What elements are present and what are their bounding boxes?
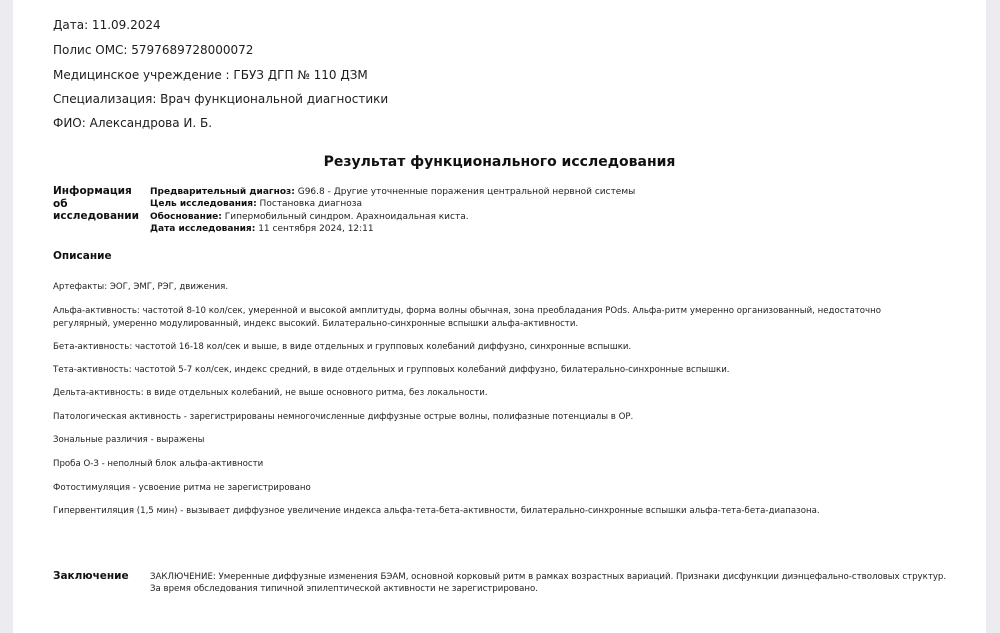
- info-key: Цель исследования:: [150, 199, 257, 210]
- info-body: [150, 186, 635, 235]
- description-paragraph: Альфа-активность: частотой 8-10 кол/сек, умеренной и высокой амплитуды, форма волны обычная, зона преобладания POds. Альфа-ритм умеренно организованный, недостаточно регулярный, умеренно модулированный, индекс высокий. Билатерально-синхронные вспышки альфа-активности.: [53, 306, 881, 329]
- info-value: G96.8 - Другие уточненные поражения центральной нервной системы: [297, 187, 636, 197]
- institution-line: Медицинское учреждение : ГБУЗ ДГП № 110 ДЗМ: [53, 68, 368, 82]
- info-value: Гипермобильный синдром. Арахноидальная киста.: [224, 211, 469, 222]
- description-paragraph: Бета-активность: частотой 16-18 кол/сек и выше, в виде отдельных и групповых колебаний диффузно, синхронные вспышки.: [53, 342, 632, 352]
- conclusion-line: За время обследования типичной эпилептической активности не зарегистрировано.: [150, 584, 539, 594]
- description-paragraph: Дельта-активность: в виде отдельных колебаний, не выше основного ритма, без локальности.: [53, 388, 488, 398]
- info-row-date: [150, 223, 635, 235]
- specialization-line: Специализация: Врач функциональной диагностики: [53, 92, 389, 106]
- description-paragraph: Гипервентиляция (1,5 мин) - вызывает диффузное увеличение индекса альфа-тета-бета-активности, билатерально-синхронные вспышки альфа-тета-бета-диапазона.: [53, 506, 820, 516]
- conclusion-line: ЗАКЛЮЧЕНИЕ: Умеренные диффузные изменения БЭАМ, основной корковый ритм в рамках возрастных вариаций. Признаки дисфункции диэнцефально-стволовых структур.: [150, 572, 947, 582]
- document-page: [13, 0, 986, 633]
- description-paragraph: Артефакты: ЭОГ, ЭМГ, РЭГ, движения.: [53, 282, 229, 292]
- date-line: Дата: 11.09.2024: [53, 18, 161, 32]
- info-row-goal: [150, 198, 635, 210]
- info-key: Дата исследования:: [150, 223, 256, 234]
- info-row-reason: [150, 211, 635, 223]
- description-paragraph: Фотостимуляция - усвоение ритма не зарегистрировано: [53, 483, 311, 493]
- info-value: 11 сентября 2024, 12:11: [258, 223, 374, 234]
- page-title: Результат функционального исследования: [323, 154, 676, 170]
- conclusion-label: Заключение: [53, 570, 129, 582]
- description-paragraph: Зональные различия - выражены: [53, 435, 205, 445]
- description-paragraph: Патологическая активность - зарегистрированы немногочисленные диффузные острые волны, полифазные потенциалы в ОР.: [53, 412, 634, 422]
- info-value: Постановка диагноза: [259, 199, 363, 210]
- info-label: Информация об исследовании: [53, 185, 140, 222]
- description-paragraph: Тета-активность: частотой 5-7 кол/сек, индекс средний, в виде отдельных и групповых колебаний диффузно, билатерально-синхронные вспышки.: [53, 365, 730, 375]
- conclusion-body: [150, 571, 950, 595]
- patient-name-line: ФИО: Александрова И. Б.: [53, 116, 213, 130]
- info-row-diagnosis: [150, 186, 635, 198]
- info-key: Предварительный диагноз:: [150, 187, 295, 197]
- policy-line: Полис ОМС: 5797689728000072: [53, 43, 254, 57]
- info-key: Обоснование:: [150, 211, 222, 222]
- description-heading: Описание: [53, 250, 112, 262]
- description-paragraph: Проба О-З - неполный блок альфа-активности: [53, 459, 264, 469]
